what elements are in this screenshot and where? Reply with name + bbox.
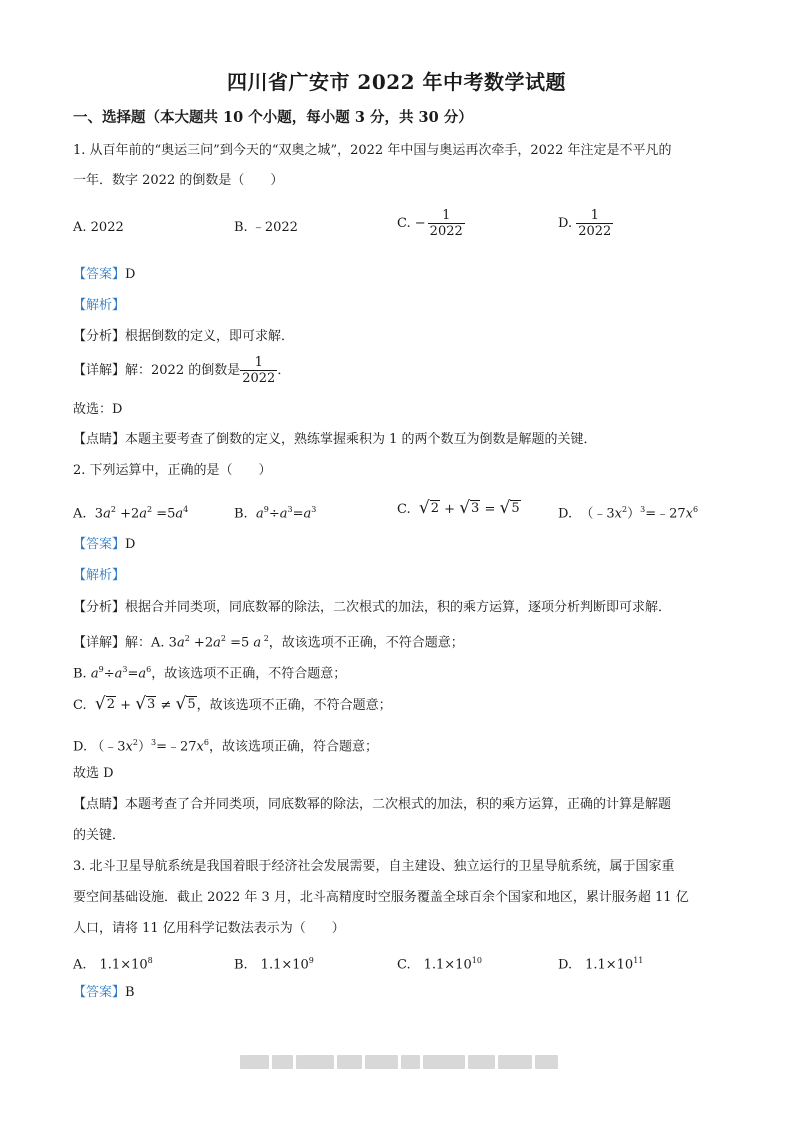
sqrt-icon: √ 3 (135, 694, 156, 714)
detail-text: ，故该选项不正确，不符合题意； (151, 666, 347, 682)
q1-answer (73, 265, 135, 285)
q1-xiangjie (73, 355, 290, 386)
q2-option-a: A. $3a^2 +2a^2 =5a^4$ (73, 505, 189, 522)
q1-option-c (397, 208, 465, 239)
q3-stem-line3: 人口，请将 11 亿用科学记数法表示为（ ） (73, 921, 345, 936)
q2-fenxi: 【分析】根据合并同类项，同底数幂的除法，二次根式的加法，积的乘方运算，逐项分析判断即可求解． (73, 600, 672, 615)
q2-answer (73, 535, 135, 555)
q3-option-a (73, 951, 153, 975)
q3-stem-line1: 3. 北斗卫星导航系统是我国着眼于经济社会发展需要，自主建设、独立运行的卫星导航系统，属于国家重 (73, 859, 675, 874)
option-text: A. 1.1×10 (73, 957, 148, 973)
answer-tag: 【答案】 (73, 267, 126, 282)
q2-dianjing-line1: 【点睛】本题考查了合并同类项，同底数幂的除法，二次根式的加法，积的乘方运算，正确的计算是解题 (73, 797, 672, 812)
q1-analysis-tag: 【解析】 (73, 298, 126, 313)
q2-option-b: B. $a^9\div a^3=a^3$ (234, 505, 317, 522)
exponent: 10 (471, 956, 482, 965)
option-label: B. (234, 506, 248, 522)
detail-text: ，故该选项不正确，不符合题意； (268, 635, 464, 651)
q3-option-c (397, 951, 482, 975)
sqrt-icon: √ 2 (418, 498, 440, 518)
q1-stem-line1: 1. 从百年前的“奥运三问”到今天的“双奥之城”，2022 年中国与奥运再次牵手，2022 年注定是不平凡的 (73, 143, 672, 158)
option-label: D. (558, 216, 573, 231)
fraction-numerator: 1 (442, 208, 451, 223)
fraction-denominator: 2022 (429, 224, 463, 239)
detail-text-end: ． (277, 363, 291, 378)
q2-dianjing-line2: 的关键． (73, 828, 126, 843)
option-label: C. (397, 502, 411, 517)
answer-tag: 【答案】 (73, 985, 126, 1000)
q1-guxuan: 故选：D (73, 402, 123, 417)
exponent: 11 (633, 956, 644, 965)
option-label: A. (73, 506, 87, 522)
option-text: B. 1.1×10 (234, 957, 309, 973)
q2-detail-d: D. $(﹣3x^2)^3=﹣27x^6$，故该选项正确，符合题意； (73, 738, 378, 755)
q2-stem: 2. 下列运算中，正确的是（ ） (73, 463, 272, 478)
q2-option-d: D. $(﹣3x^2)^3=﹣27x^6$ (558, 505, 699, 522)
q3-option-b (234, 951, 314, 975)
fraction-denominator: 2022 (242, 371, 276, 386)
detail-text: 【详解】解：2022 的倒数是 (73, 363, 241, 378)
fraction (240, 355, 277, 386)
answer-tag: 【答案】 (73, 537, 126, 552)
q1-dianjing: 【点睛】本题主要考查了倒数的定义，熟练掌握乘积为 1 的两个数互为倒数是解题的关键． (73, 432, 597, 447)
sqrt-icon: √ 5 (499, 498, 520, 518)
page-title: 四川省广安市 2022 年中考数学试题 (226, 70, 567, 94)
q1-option-d (558, 208, 613, 239)
q1-option-b: B. ﹣2022 (234, 220, 298, 235)
section-heading: 一、选择题（本大题共 10 个小题，每小题 3 分，共 30 分） (73, 109, 473, 126)
option-text: C. 1.1×10 (397, 957, 472, 973)
q2-analysis-tag: 【解析】 (73, 568, 126, 583)
fraction-denominator: 2022 (578, 224, 612, 239)
answer-value: D (125, 267, 136, 282)
option-text: D. 1.1×10 (558, 957, 634, 973)
answer-value: B (125, 985, 135, 1000)
q2-guxuan: 故选 D (73, 766, 114, 781)
answer-value: D (125, 537, 136, 552)
q1-option-a: A. 2022 (73, 220, 124, 235)
q1-fenxi: 【分析】根据倒数的定义，即可求解． (73, 329, 295, 344)
fraction (428, 208, 465, 239)
option-label: C. (397, 216, 411, 231)
exponent: 8 (147, 956, 153, 965)
sqrt-icon: √ 3 (459, 498, 480, 518)
detail-text: C. (73, 698, 91, 713)
q3-stem-line2: 要空间基础设施．截止 2022 年 3 月，北斗高精度时空服务覆盖全球百余个国家和地区，累计服务超 11 亿 (73, 890, 689, 905)
q2-detail-b: B. $a^9\div a^3=a^6$，故该选项不正确，不符合题意； (73, 665, 347, 682)
q2-detail-c: C. √ 2 + √ 3 ≠ √ 5 ，故该选项不正确，不符合题意； (73, 694, 392, 714)
q2-option-c: C. √ 2 + √ 3 = √ 5 (397, 498, 520, 518)
detail-text: ，故该选项正确，符合题意； (208, 739, 378, 755)
q3-option-d (558, 951, 643, 975)
fraction-numerator: 1 (590, 208, 599, 223)
sqrt-icon: √ 2 (94, 694, 116, 714)
detail-text: D. (73, 739, 92, 755)
q1-stem-line2: 一年．数字 2022 的倒数是（ ） (73, 173, 284, 188)
q3-answer (73, 983, 135, 1003)
sqrt-icon: √ 5 (175, 694, 196, 714)
blurred-watermark (240, 1053, 558, 1071)
detail-text: ，故该选项不正确，不符合题意； (196, 698, 392, 713)
minus-sign: − (414, 215, 426, 231)
detail-text: 【详解】解：A. (73, 635, 169, 651)
exponent: 9 (308, 956, 314, 965)
fraction (576, 208, 613, 239)
detail-text: B. (73, 666, 91, 682)
option-label: D. (558, 506, 573, 522)
q2-detail-a: 【详解】解：A. $3a^2 +2a^2 =5$ a $^2$，故该选项不正确，不符合题意； (73, 634, 464, 651)
fraction-numerator: 1 (254, 355, 263, 370)
